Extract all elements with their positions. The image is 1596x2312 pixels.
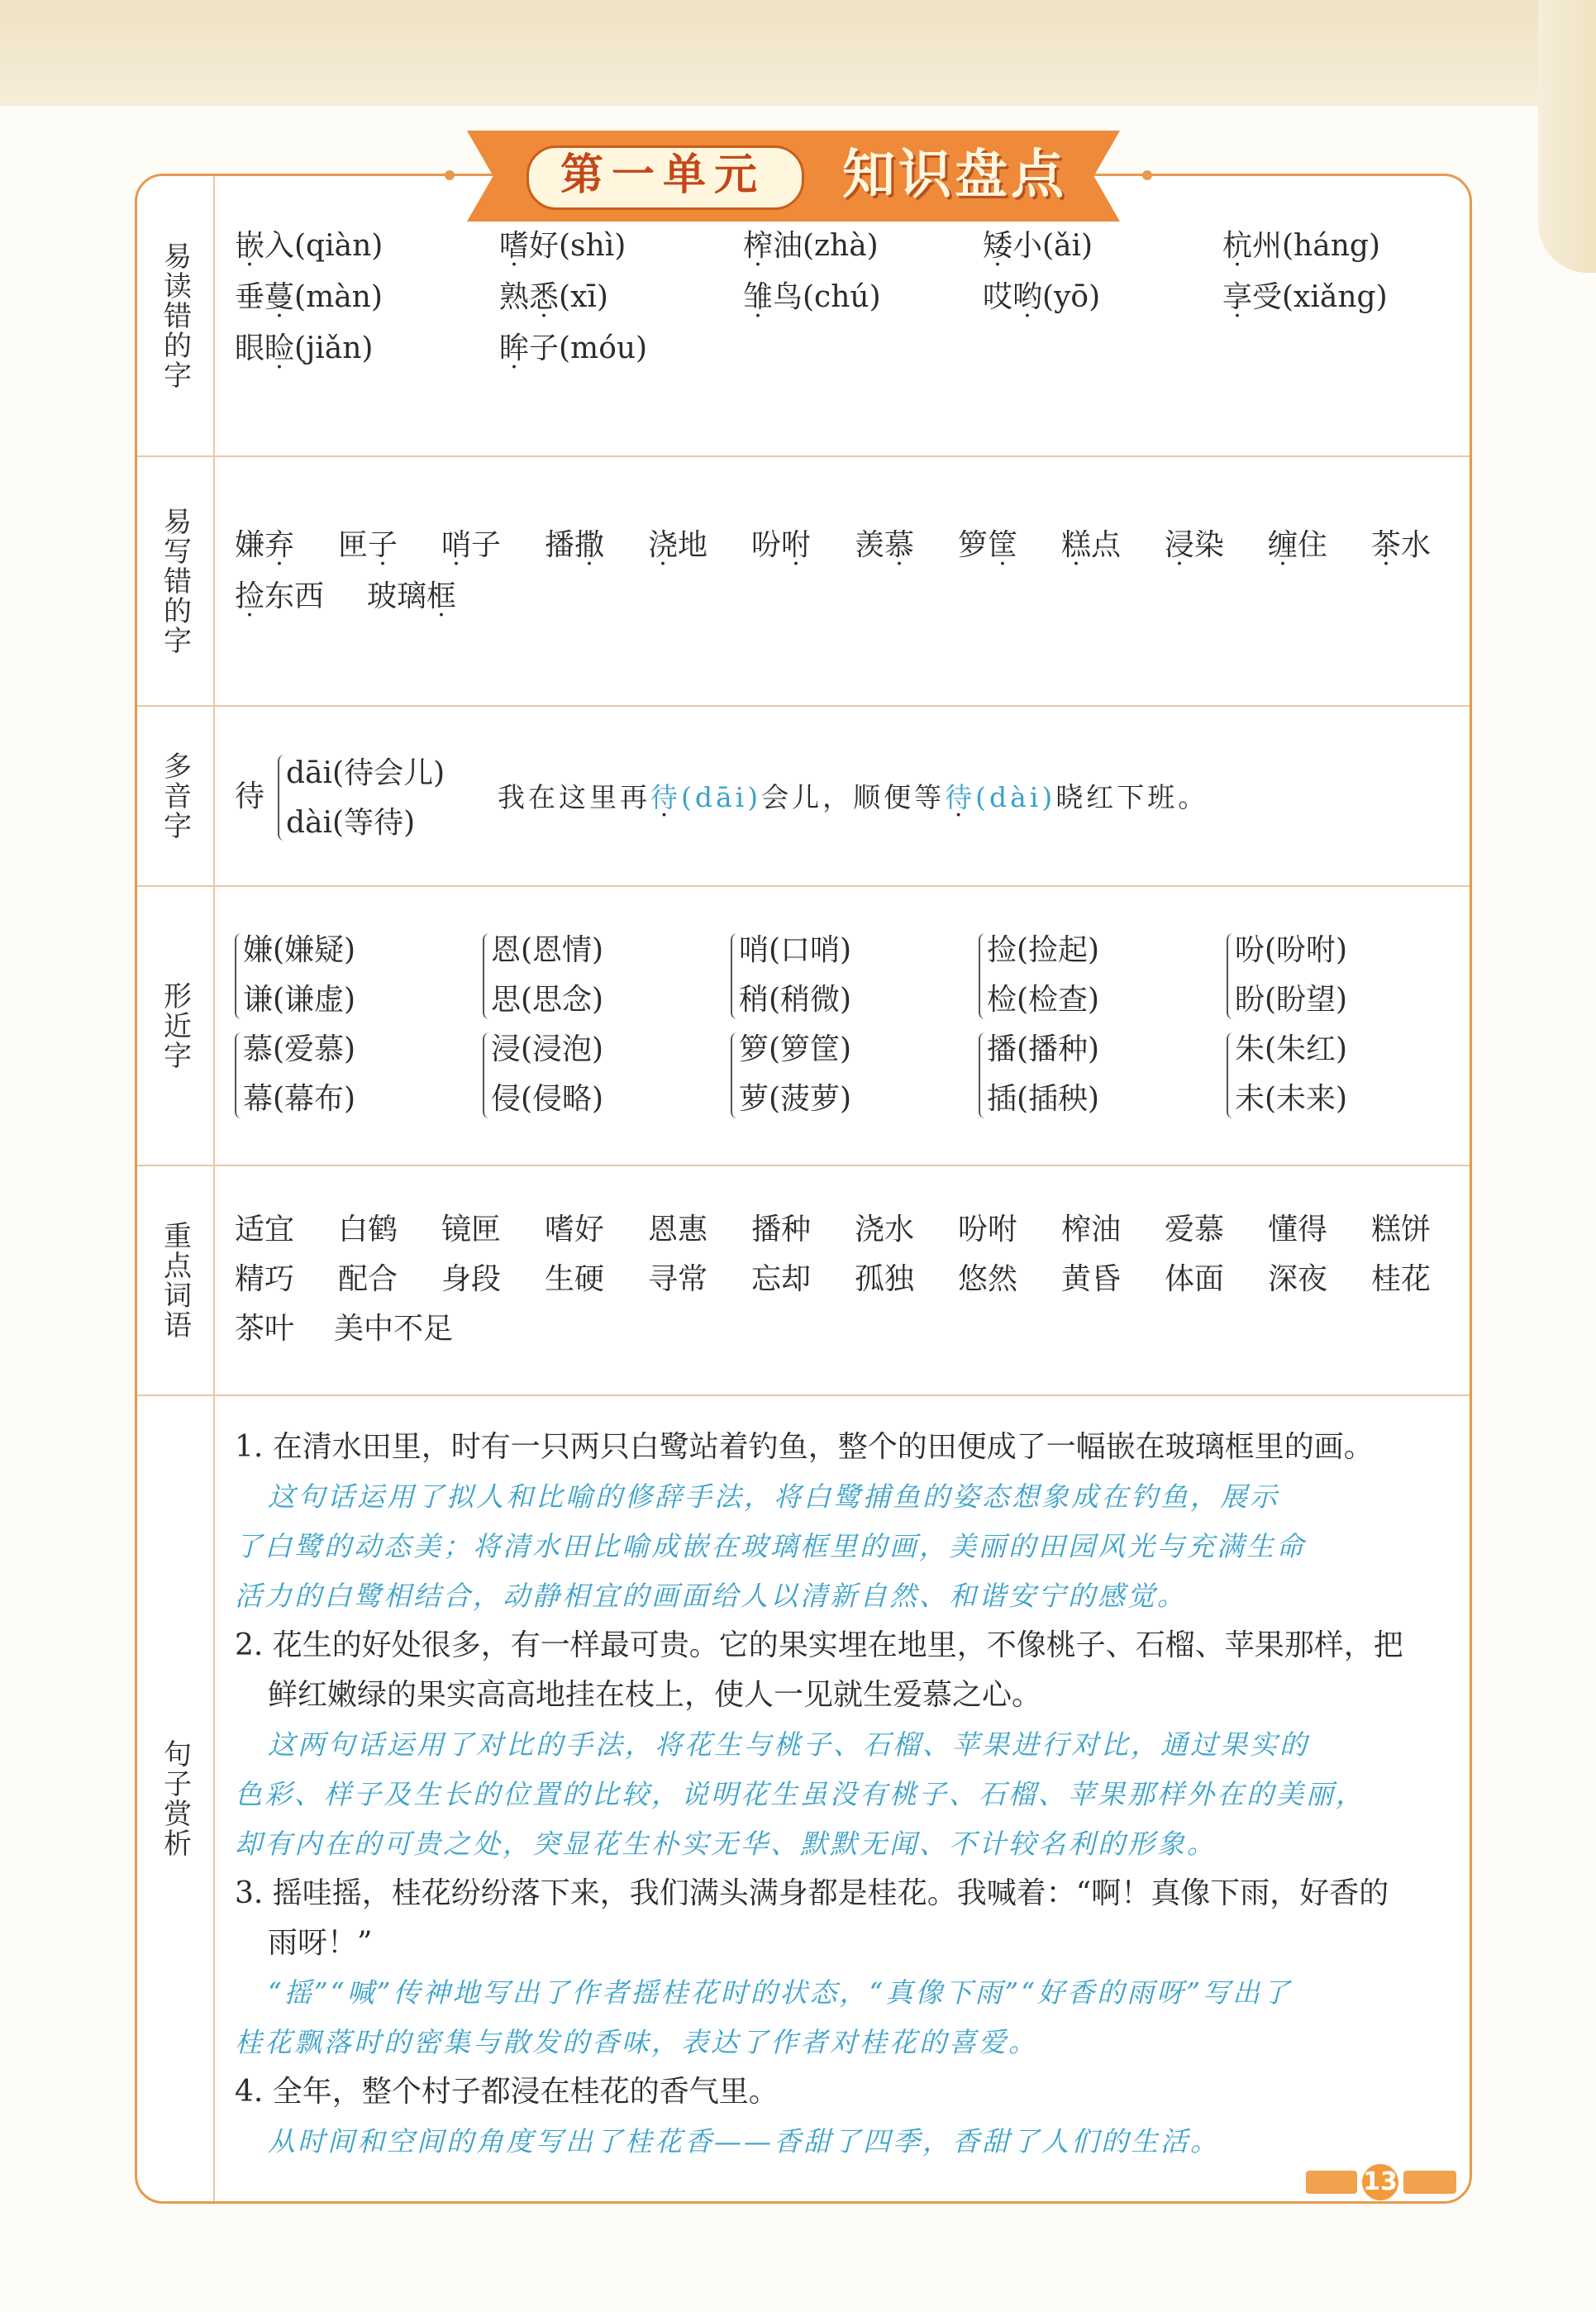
row-label: 形近字 bbox=[137, 887, 215, 1165]
similar-char-item: 思(思念) bbox=[491, 983, 604, 1017]
row-label: 易写错的字 bbox=[137, 457, 215, 705]
similar-char-item: 盼(盼望) bbox=[1235, 983, 1348, 1017]
sentence-3: 雨呀！” bbox=[268, 1926, 373, 1960]
easy-write-word: 茶水 bbox=[1371, 528, 1432, 562]
easy-read-item: 眼睑(jiǎn) bbox=[235, 331, 374, 365]
keyword: 镜匣 bbox=[441, 1213, 502, 1247]
keyword: 忘却 bbox=[751, 1262, 812, 1296]
easy-write-word: 捡东西 bbox=[235, 579, 325, 613]
similar-char-item: 哨(口哨) bbox=[739, 933, 852, 967]
easy-read-item: 垂蔓(màn) bbox=[235, 280, 383, 314]
similar-char-item: 谦(谦虚) bbox=[243, 983, 356, 1017]
unit-title: 第一单元 bbox=[560, 150, 765, 200]
similar-char-item: 未(未来) bbox=[1235, 1082, 1348, 1116]
analysis-1-line: 了白鹭的动态美；将清水田比喻成嵌在玻璃框里的画，美丽的田园风光与充满生命 bbox=[235, 1530, 1306, 1562]
row-easy-write bbox=[137, 457, 1470, 707]
easy-write-word: 缠住 bbox=[1268, 528, 1328, 562]
sentence-4: 4. 全年，整个村子都浸在桂花的香气里。 bbox=[235, 2075, 779, 2109]
sentence-3: 3. 摇哇摇，桂花纷纷落下来，我们满头满身都是桂花。我喊着：“啊！真像下雨，好香的 bbox=[235, 1876, 1389, 1910]
row-sentences bbox=[137, 1396, 1470, 2201]
easy-read-item: 熟悉(xī) bbox=[499, 280, 608, 314]
similar-char-item: 稍(稍微) bbox=[739, 983, 852, 1017]
title-dot-left bbox=[445, 170, 455, 180]
similar-char-item: 恩(恩情) bbox=[491, 933, 604, 967]
keyword: 吩咐 bbox=[958, 1213, 1018, 1247]
similar-char-item: 浸(浸泡) bbox=[491, 1032, 604, 1066]
analysis-1-line: 活力的白鹭相结合，动静相宜的画面给人以清新自然、和谐安宁的感觉。 bbox=[235, 1580, 1187, 1612]
top-decor-band bbox=[0, 0, 1596, 106]
easy-write-word: 玻璃框 bbox=[367, 579, 457, 613]
easy-read-item: 雏鸟(chú) bbox=[743, 280, 881, 314]
keyword: 生硬 bbox=[545, 1262, 605, 1296]
keyword: 身段 bbox=[441, 1262, 502, 1296]
similar-char-item: 播(播种) bbox=[987, 1032, 1100, 1066]
keyword: 适宜 bbox=[235, 1213, 295, 1247]
keyword: 榨油 bbox=[1061, 1213, 1122, 1247]
reading-1: dāi(待会儿) bbox=[286, 756, 445, 790]
sentence-2: 2. 花生的好处很多，有一样最可贵。它的果实埋在地里，不像桃子、石榴、苹果那样，把 bbox=[235, 1628, 1403, 1662]
similar-char-item: 侵(侵略) bbox=[491, 1082, 604, 1116]
page-deco-left bbox=[1306, 2171, 1357, 2194]
keyword: 黄昏 bbox=[1061, 1262, 1122, 1296]
keyword: 桂花 bbox=[1371, 1262, 1432, 1296]
keyword: 精巧 bbox=[235, 1262, 295, 1296]
similar-char-item: 幕(幕布) bbox=[243, 1082, 356, 1116]
keyword: 美中不足 bbox=[334, 1312, 454, 1346]
analysis-2-line: 这两句话运用了对比的手法，将花生与桃子、石榴、苹果进行对比，通过果实的 bbox=[268, 1728, 1309, 1761]
unit-title-banner bbox=[467, 131, 1120, 222]
similar-char-item: 捡(捡起) bbox=[987, 933, 1100, 967]
easy-write-word: 浇地 bbox=[648, 528, 708, 562]
page-number: 13 bbox=[1362, 2164, 1398, 2200]
row-label: 句子赏析 bbox=[137, 1396, 215, 2201]
easy-read-item: 杭州(háng) bbox=[1222, 229, 1380, 263]
analysis-2-line: 色彩、样子及生长的位置的比较，说明花生虽没有桃子、石榴、苹果那样外在的美丽， bbox=[235, 1778, 1365, 1810]
row-keywords bbox=[137, 1166, 1470, 1396]
easy-read-item: 嗜好(shì) bbox=[499, 229, 626, 263]
easy-read-item: 享受(xiǎng) bbox=[1222, 280, 1388, 314]
keyword: 配合 bbox=[338, 1262, 398, 1296]
keyword: 寻常 bbox=[648, 1262, 708, 1296]
sentence-1: 1. 在清水田里，时有一只两只白鹭站着钓鱼，整个的田便成了一幅嵌在玻璃框里的画。 bbox=[235, 1430, 1374, 1464]
keyword: 浇水 bbox=[855, 1213, 915, 1247]
row-label: 易读错的字 bbox=[137, 176, 215, 455]
easy-read-item: 眸子(móu) bbox=[499, 331, 648, 365]
keyword: 孤独 bbox=[855, 1262, 915, 1296]
row-label: 重点词语 bbox=[137, 1166, 215, 1394]
similar-char-item: 朱(朱红) bbox=[1235, 1032, 1348, 1066]
easy-write-word: 播撒 bbox=[545, 528, 605, 562]
polyphone-example: 我在这里再待(dāi)会儿，顺便等待(dài)晓红下班。 bbox=[498, 781, 1209, 813]
similar-char-item: 检(检查) bbox=[987, 983, 1100, 1017]
easy-write-word: 糕点 bbox=[1061, 528, 1122, 562]
analysis-2-line: 却有内在的可贵之处，突显花生朴实无华、默默无闻、不计较名利的形象。 bbox=[235, 1828, 1217, 1860]
page-number-box bbox=[1306, 2164, 1460, 2200]
right-decor-band bbox=[1538, 0, 1596, 273]
analysis-4-line: 从时间和空间的角度写出了桂花香——香甜了四季，香甜了人们的生活。 bbox=[268, 2125, 1220, 2157]
analysis-1-line: 这句话运用了拟人和比喻的修辞手法，将白鹭捕鱼的姿态想象成在钓鱼，展示 bbox=[268, 1480, 1279, 1513]
keyword: 恩惠 bbox=[648, 1213, 708, 1247]
row-polyphone bbox=[137, 707, 1470, 887]
easy-write-word: 浸染 bbox=[1165, 528, 1225, 562]
similar-char-item: 插(插秧) bbox=[987, 1082, 1100, 1116]
keyword: 播种 bbox=[751, 1213, 812, 1247]
row-similar bbox=[137, 887, 1470, 1166]
keyword: 白鹤 bbox=[338, 1213, 398, 1247]
analysis-3-line: “摇”“喊”传神地写出了作者摇桂花时的状态，“真像下雨”“好香的雨呀”写出了 bbox=[268, 1976, 1292, 2009]
knowledge-table bbox=[135, 174, 1472, 2204]
easy-write-word: 匣子 bbox=[338, 528, 398, 562]
keyword: 懂得 bbox=[1268, 1213, 1328, 1247]
keyword: 茶叶 bbox=[235, 1312, 295, 1346]
similar-char-item: 吩(吩咐) bbox=[1235, 933, 1348, 967]
similar-char-item: 慕(爱慕) bbox=[243, 1032, 356, 1066]
easy-read-item: 矮小(ǎi) bbox=[983, 229, 1093, 263]
sentence-2: 鲜红嫩绿的果实高高地挂在枝上，使人一见就生爱慕之心。 bbox=[268, 1678, 1042, 1712]
easy-write-word: 吩咐 bbox=[751, 528, 812, 562]
easy-write-word: 哨子 bbox=[441, 528, 502, 562]
page-deco-right bbox=[1403, 2171, 1456, 2194]
easy-read-item: 榨油(zhà) bbox=[743, 229, 879, 263]
title-dot-right bbox=[1142, 170, 1152, 180]
keyword: 体面 bbox=[1165, 1262, 1225, 1296]
keyword: 嗜好 bbox=[545, 1213, 605, 1247]
easy-write-word: 箩筐 bbox=[958, 528, 1018, 562]
reading-2: dài(等待) bbox=[286, 806, 416, 840]
easy-read-item: 嵌入(qiàn) bbox=[235, 229, 384, 263]
analysis-3-line: 桂花飘落时的密集与散发的香味，表达了作者对桂花的喜爱。 bbox=[235, 2026, 1038, 2058]
similar-char-item: 箩(箩筐) bbox=[739, 1032, 852, 1066]
keyword: 糕饼 bbox=[1371, 1213, 1432, 1247]
easy-write-word: 羡慕 bbox=[855, 528, 915, 562]
section-title: 知识盘点 bbox=[842, 145, 1067, 206]
polyphone-char: 待 bbox=[235, 779, 265, 813]
easy-read-item: 哎哟(yō) bbox=[983, 280, 1101, 314]
keyword: 爱慕 bbox=[1165, 1213, 1225, 1247]
similar-char-item: 萝(菠萝) bbox=[739, 1082, 852, 1116]
keyword: 悠然 bbox=[958, 1262, 1018, 1296]
similar-char-item: 嫌(嫌疑) bbox=[243, 933, 356, 967]
row-label: 多音字 bbox=[137, 707, 215, 885]
keyword: 深夜 bbox=[1268, 1262, 1328, 1296]
easy-write-word: 嫌弃 bbox=[235, 528, 295, 562]
